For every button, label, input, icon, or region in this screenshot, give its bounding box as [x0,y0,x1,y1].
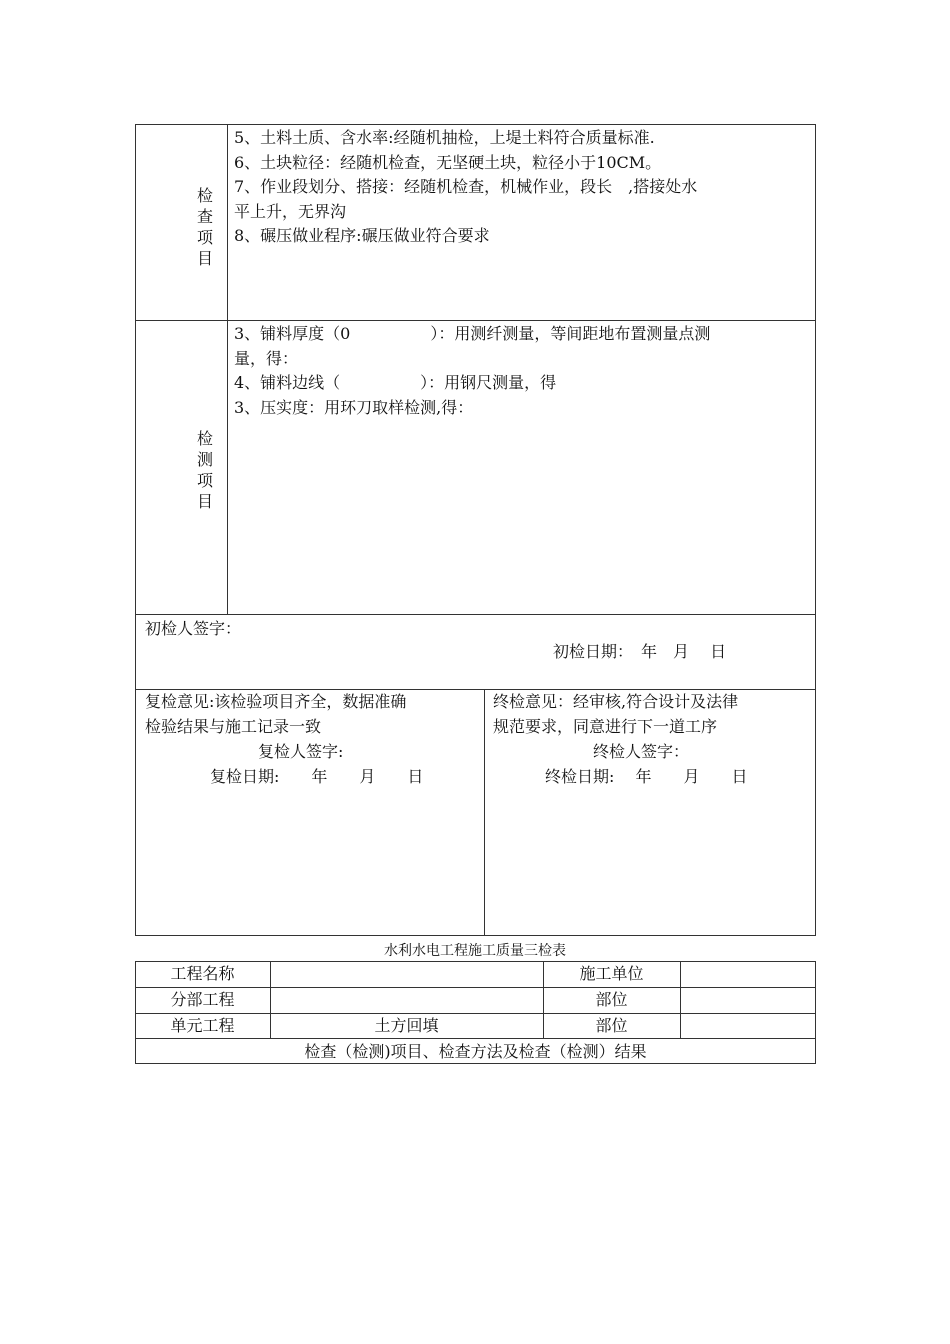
detection-line-3: 4、铺料边线（ ）：用钢尺测量，得 [234,373,557,392]
inspection-line-4: 平上升，无界沟 [234,201,347,221]
detection-line-2: 量，得： [234,348,299,368]
detection-label: 检 测 项 目 [196,429,213,511]
final-date: 终检日期: 年 月 日 [545,767,748,786]
inspection-line-1: 5、土料土质、含水率:经随机抽检，上堤土料符合质量标准. [234,128,655,147]
cell-project-name-label: 工程名称 [170,964,235,983]
inspection-label: 检 查 项 目 [196,186,213,268]
inspection-line-2: 6、土块粒径：经随机检查，无坚硬土块，粒径小于10CM。 [234,152,662,172]
recheck-signer: 复检人签字: [258,742,344,761]
cell-location-label-1: 部位 [595,990,628,1009]
cell-contractor-label: 施工单位 [579,964,644,983]
table-footer-row: 检查（检测)项目、检查方法及检查（检测）结果 [304,1042,647,1061]
detection-line-4: 3、压实度：用环刀取样检测,得： [234,397,474,417]
detection-line-1: 3、铺料厚度（0 ）：用测纤测量，等间距地布置测量点测 [234,324,711,343]
divider-detection-initial [135,614,816,615]
cell-unit-label: 单元工程 [170,1016,235,1035]
recheck-final-divider [484,689,485,936]
final-signer: 终检人签字： [593,742,690,761]
recheck-date: 复检日期: 年 月 日 [210,767,424,786]
initial-signer: 初检人签字： [145,619,242,638]
inspection-line-3: 7、作业段划分、搭接：经随机检查，机械作业，段长 ,搭接处水 [234,177,698,196]
col-divider-3 [680,961,681,1038]
label-column-divider [227,124,228,614]
divider-inspection-detection [135,320,816,321]
recheck-opinion-line-1: 复检意见:该检验项目齐全，数据准确 [145,692,407,711]
inspection-line-5: 8、碾压做业程序:碾压做业符合要求 [234,226,490,245]
initial-date: 初检日期： 年 月 日 [553,642,727,661]
final-opinion-line-1: 终检意见：经审核,符合设计及法律 [493,692,739,711]
cell-location-label-2: 部位 [595,1016,628,1035]
cell-division-label: 分部工程 [170,990,235,1009]
recheck-opinion-line-2: 检验结果与施工记录一致 [145,717,322,736]
cell-unit-value: 土方回填 [374,1016,439,1035]
table-caption: 水利水电工程施工质量三检表 [384,943,566,959]
final-opinion-line-2: 规范要求，同意进行下一道工序 [493,717,718,736]
